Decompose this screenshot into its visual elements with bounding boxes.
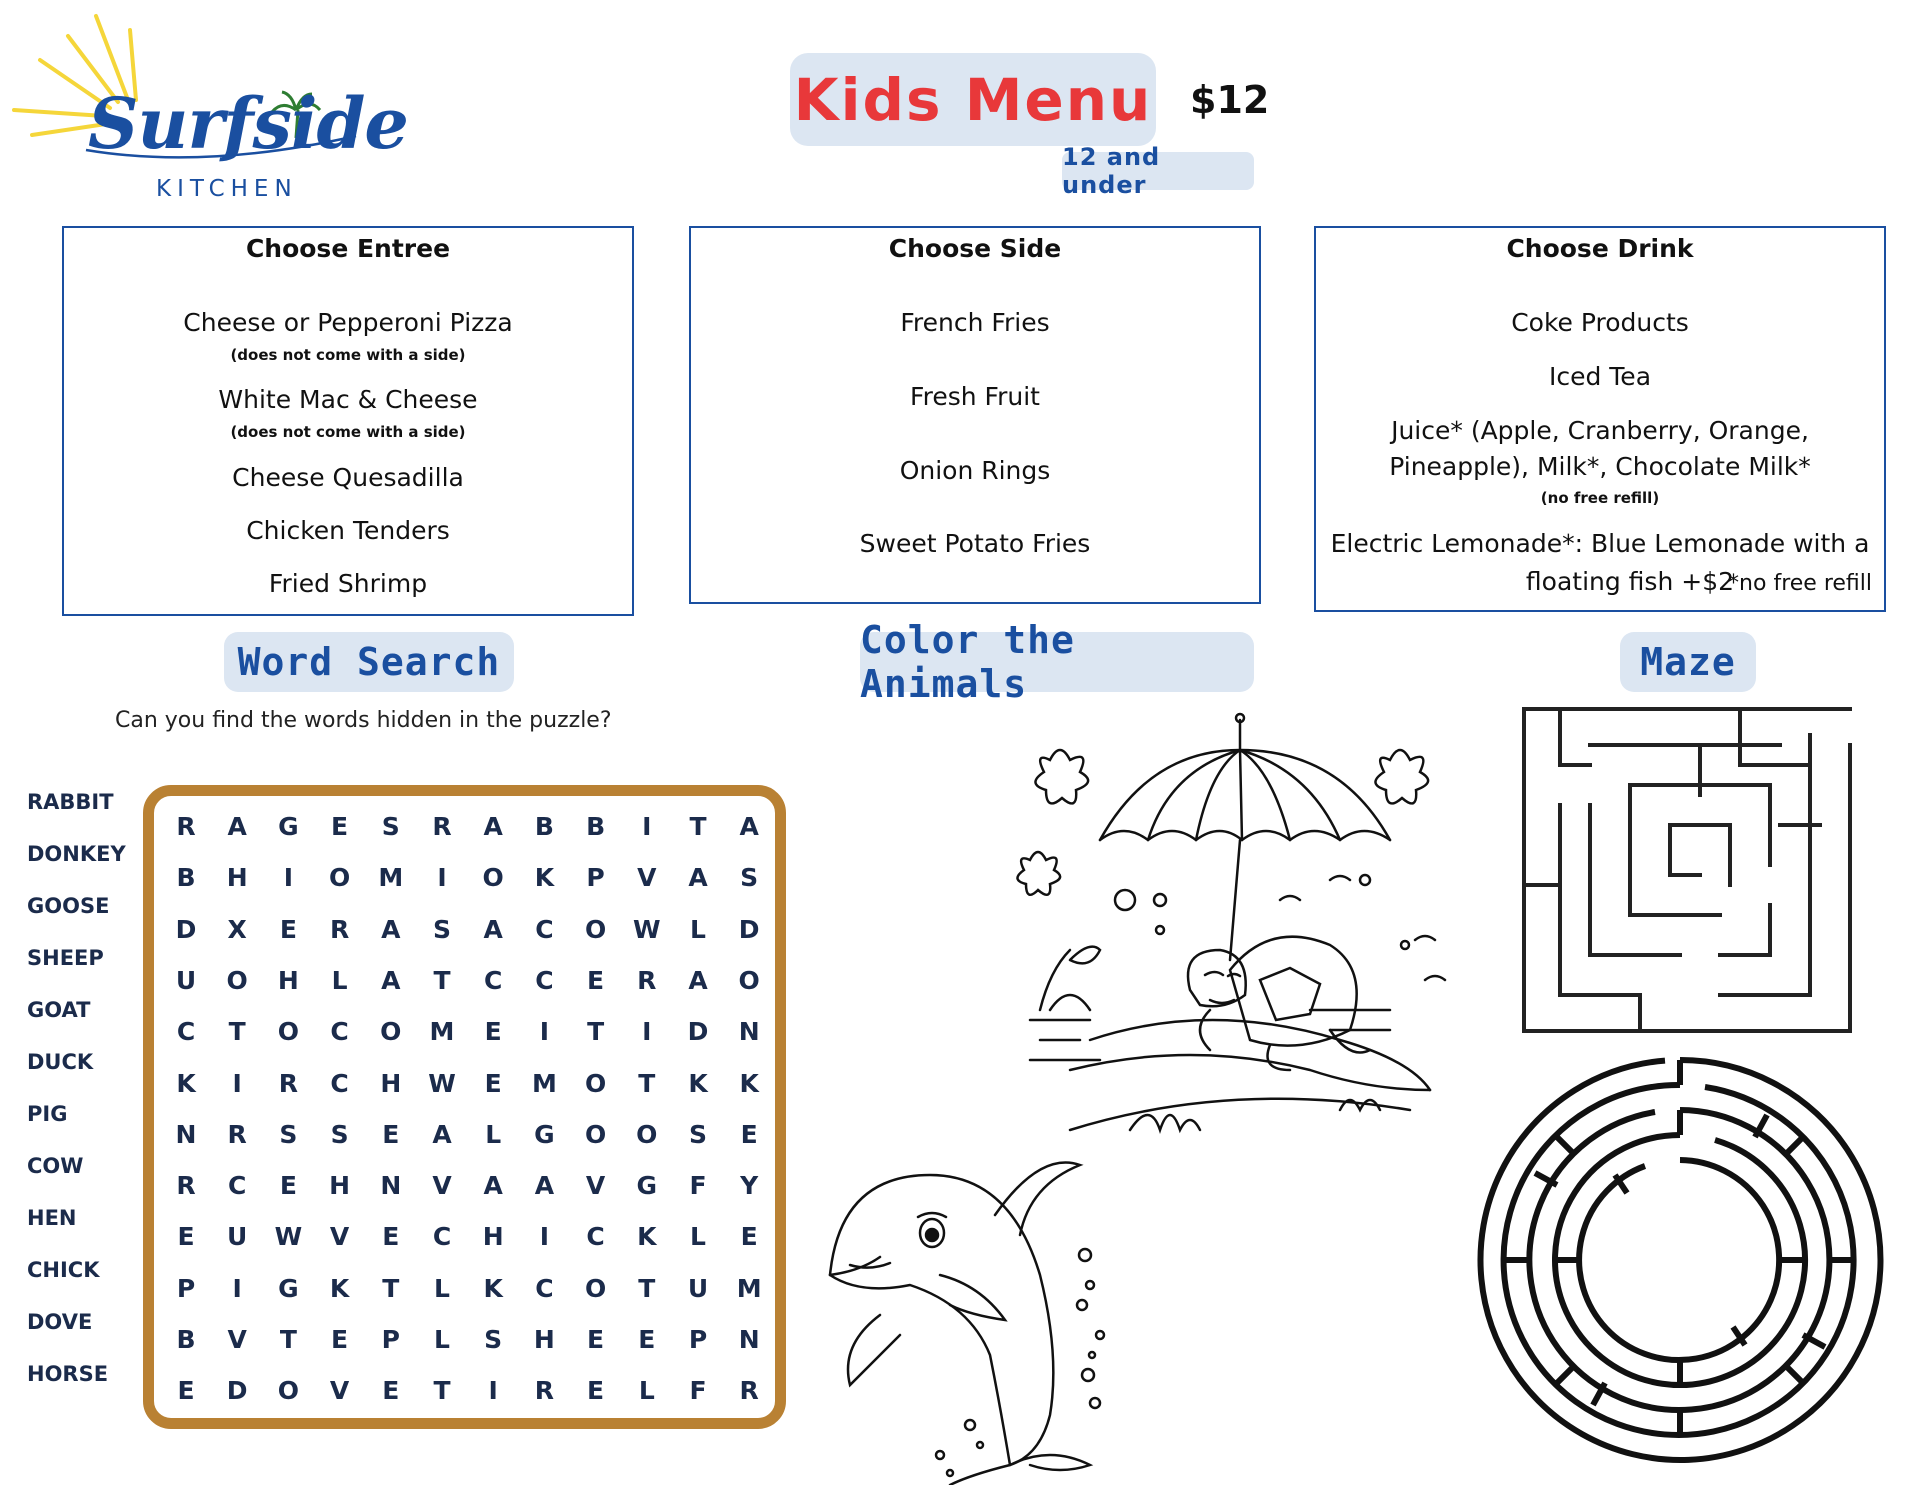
grid-cell[interactable]: H <box>533 1325 555 1354</box>
age-label: 12 and under <box>1062 143 1161 199</box>
grid-cell[interactable]: N <box>175 1119 197 1149</box>
drink-box <box>1314 226 1886 612</box>
grid-cell[interactable]: C <box>330 1068 349 1098</box>
grid-cell[interactable]: K <box>483 1273 503 1303</box>
grid-cell[interactable]: R <box>534 1376 555 1406</box>
grid-cell[interactable]: I <box>642 1017 652 1047</box>
grid-cell[interactable]: S <box>484 1325 503 1354</box>
grid-cell[interactable]: E <box>484 1017 502 1047</box>
age-badge <box>1062 143 1254 199</box>
grid-cell[interactable]: I <box>283 863 294 893</box>
entree-note: (does not come with a side) <box>230 423 466 441</box>
maze-label: Maze <box>1640 640 1736 684</box>
grid-cell[interactable]: H <box>277 965 299 995</box>
grid-cell[interactable]: G <box>278 812 299 841</box>
color-label: Color the Animals <box>860 618 1075 706</box>
grid-cell[interactable]: L <box>638 1376 655 1406</box>
grid-cell[interactable]: K <box>637 1222 657 1252</box>
grid-cell[interactable]: P <box>688 1325 708 1354</box>
grid-cell[interactable]: R <box>739 1376 759 1406</box>
word-list-item: HEN <box>27 1206 77 1230</box>
grid-cell[interactable]: N <box>738 1017 760 1047</box>
grid-cell[interactable]: E <box>638 1325 656 1354</box>
grid-cell[interactable]: U <box>175 965 197 995</box>
word-search-label: Word Search <box>237 640 501 684</box>
grid-cell[interactable]: R <box>227 1119 247 1149</box>
menu-title: Kids Menu <box>793 65 1153 134</box>
grid-cell[interactable]: L <box>434 1273 450 1303</box>
entree-title: Choose Entree <box>245 234 451 263</box>
grid-cell[interactable]: O <box>584 1119 607 1149</box>
grid-cell[interactable]: E <box>484 1068 502 1098</box>
word-search-instructions: Can you find the words hidden in the puzzle? <box>115 708 612 733</box>
grid-cell[interactable]: S <box>688 1119 707 1149</box>
grid-cell[interactable]: G <box>534 1119 555 1149</box>
grid-cell[interactable]: P <box>176 1273 196 1303</box>
drink-refill-note: (no free refill) <box>1540 489 1660 507</box>
grid-cell[interactable]: A <box>381 914 401 944</box>
grid-cell[interactable]: K <box>688 1068 708 1098</box>
grid-cell[interactable]: V <box>637 863 657 893</box>
grid-cell[interactable]: C <box>535 914 554 944</box>
grid-cell[interactable]: A <box>381 965 401 995</box>
grid-cell[interactable]: C <box>228 1171 247 1201</box>
word-search-heading <box>224 632 514 692</box>
side-title: Choose Side <box>888 234 1062 263</box>
grid-cell[interactable]: E <box>279 1171 297 1201</box>
grid-cell[interactable]: G <box>636 1171 658 1201</box>
grid-cell[interactable]: A <box>739 812 759 841</box>
grid-cell[interactable]: E <box>177 1222 195 1252</box>
grid-cell[interactable]: B <box>176 863 196 893</box>
grid-cell[interactable]: A <box>483 914 503 944</box>
drink-item: Iced Tea <box>1548 362 1652 391</box>
grid-cell[interactable]: T <box>638 1068 656 1098</box>
grid-cell[interactable]: R <box>637 965 657 995</box>
side-item: French Fries <box>900 308 1050 337</box>
drink-item: Pineapple), Milk*, Chocolate Milk* <box>1389 452 1811 481</box>
grid-cell[interactable]: R <box>176 812 196 841</box>
logo-wordmark: Surfside <box>88 82 408 165</box>
grid-cell[interactable]: O <box>277 1017 300 1047</box>
grid-cell[interactable]: O <box>636 1119 658 1149</box>
grid-cell[interactable]: O <box>380 1017 402 1047</box>
grid-cell[interactable]: C <box>586 1222 605 1252</box>
grid-cell[interactable]: K <box>176 1068 196 1098</box>
grid-cell[interactable]: X <box>227 914 247 944</box>
grid-cell[interactable]: E <box>177 1376 195 1406</box>
grid-cell[interactable]: E <box>382 1222 400 1252</box>
turtle-drawing <box>1010 710 1480 1140</box>
entree-note: (does not come with a side) <box>230 346 466 364</box>
grid-cell[interactable]: V <box>329 1222 350 1252</box>
word-list-item: GOOSE <box>27 894 110 918</box>
grid-cell[interactable]: M <box>531 1068 557 1098</box>
grid-cell[interactable]: I <box>539 1222 550 1252</box>
grid-cell[interactable]: L <box>331 965 348 995</box>
grid-cell[interactable]: E <box>740 1222 758 1252</box>
grid-cell[interactable]: C <box>432 1222 452 1252</box>
grid-cell[interactable]: P <box>586 863 605 893</box>
grid-cell[interactable]: L <box>690 914 706 944</box>
grid-cell[interactable]: O <box>277 1376 300 1406</box>
grid-cell[interactable]: E <box>587 1325 605 1354</box>
logo-subtitle: KITCHEN <box>156 176 298 202</box>
grid-cell[interactable]: L <box>485 1119 502 1149</box>
drink-star-note: *no free refill <box>1728 571 1872 596</box>
word-search-grid <box>143 785 786 1429</box>
grid-cell[interactable]: O <box>226 965 248 995</box>
grid-cell[interactable]: D <box>687 1017 709 1047</box>
grid-cell[interactable]: R <box>278 1068 299 1098</box>
grid-cell[interactable]: N <box>738 1325 760 1354</box>
grid-cell[interactable]: W <box>633 914 661 944</box>
grid-cell[interactable]: S <box>740 863 759 893</box>
grid-cell[interactable]: W <box>274 1222 303 1252</box>
grid-cell[interactable]: C <box>484 965 503 995</box>
word-list-item: CHICK <box>27 1258 100 1282</box>
grid-cell[interactable]: M <box>736 1273 762 1303</box>
grid-cell[interactable]: O <box>584 914 607 944</box>
grid-cell[interactable]: C <box>330 1017 349 1047</box>
menu-price: $12 <box>1190 78 1270 122</box>
drink-item: floating fish +$2 <box>1525 567 1734 596</box>
grid-cell[interactable]: K <box>534 863 555 893</box>
grid-cell[interactable]: I <box>232 1068 242 1098</box>
entree-item: Chicken Tenders <box>246 516 450 545</box>
word-list-item: COW <box>27 1154 84 1178</box>
grid-cell[interactable]: O <box>738 965 760 995</box>
grid-cell[interactable]: I <box>642 812 652 841</box>
word-list-item: DONKEY <box>27 842 126 866</box>
grid-cell[interactable]: R <box>329 914 350 944</box>
grid-cell[interactable]: E <box>740 1119 758 1149</box>
grid-cell[interactable]: A <box>483 1171 503 1201</box>
grid-cell[interactable]: D <box>175 914 197 944</box>
grid-cell[interactable]: C <box>176 1017 196 1047</box>
square-maze[interactable] <box>1520 705 1860 1035</box>
grid-cell[interactable]: K <box>739 1068 759 1098</box>
grid-cell[interactable]: A <box>483 812 503 841</box>
grid-cell[interactable]: U <box>687 1273 709 1303</box>
grid-cell[interactable]: E <box>587 1376 605 1406</box>
grid-cell[interactable]: U <box>227 1222 248 1252</box>
side-item: Fresh Fruit <box>910 382 1040 411</box>
drink-item: Electric Lemonade*: Blue Lemonade with a <box>1330 529 1870 558</box>
drink-item: Coke Products <box>1511 308 1689 337</box>
grid-cell[interactable]: C <box>535 965 554 995</box>
grid-cell[interactable]: A <box>227 812 247 841</box>
word-list-item: GOAT <box>27 998 91 1022</box>
entree-item: Fried Shrimp <box>268 569 428 598</box>
grid-cell[interactable]: D <box>738 914 760 944</box>
grid-cell[interactable]: R <box>432 812 452 841</box>
grid-cell[interactable]: H <box>380 1068 402 1098</box>
grid-cell[interactable]: A <box>688 863 708 893</box>
grid-cell[interactable]: E <box>331 1325 349 1354</box>
grid-cell[interactable]: L <box>434 1325 450 1354</box>
grid-cell[interactable]: I <box>232 1273 242 1303</box>
grid-cell[interactable]: P <box>381 1325 400 1354</box>
grid-cell[interactable]: F <box>689 1376 707 1406</box>
grid-cell[interactable]: K <box>329 1273 350 1303</box>
grid-cell[interactable]: S <box>279 1119 298 1149</box>
grid-cell[interactable]: F <box>689 1171 707 1201</box>
grid-cell[interactable]: A <box>688 965 708 995</box>
grid-cell[interactable]: B <box>534 812 554 841</box>
grid-cell[interactable]: T <box>689 812 707 841</box>
grid-cell[interactable]: H <box>482 1222 504 1252</box>
grid-cell[interactable]: E <box>382 1119 400 1149</box>
word-list-item: SHEEP <box>27 946 104 970</box>
grid-cell[interactable]: O <box>482 863 504 893</box>
entree-item: Cheese Quesadilla <box>232 463 464 492</box>
drink-title: Choose Drink <box>1506 234 1694 263</box>
grid-cell[interactable]: T <box>279 1325 297 1354</box>
grid-cell[interactable]: I <box>437 863 447 893</box>
grid-cell[interactable]: V <box>432 1171 452 1201</box>
grid-cell[interactable]: M <box>378 863 404 893</box>
entree-box <box>62 226 634 616</box>
grid-cell[interactable]: V <box>585 1171 606 1201</box>
grid-cell[interactable]: S <box>432 914 451 944</box>
word-list-item: HORSE <box>27 1362 109 1386</box>
grid-cell[interactable]: O <box>584 1068 607 1098</box>
menu-title-pill <box>790 53 1156 146</box>
grid-cell[interactable]: E <box>331 812 349 841</box>
grid-cell[interactable]: D <box>226 1376 248 1406</box>
word-list-item: RABBIT <box>27 790 114 814</box>
grid-cell[interactable]: E <box>279 914 297 944</box>
grid-cell[interactable]: W <box>428 1068 456 1098</box>
circular-maze[interactable] <box>1475 1055 1885 1465</box>
grid-cell[interactable]: E <box>587 965 605 995</box>
word-list-item: PIG <box>27 1102 68 1126</box>
grid-cell[interactable]: O <box>584 1273 607 1303</box>
side-box <box>689 226 1261 604</box>
grid-cell[interactable]: T <box>587 1017 605 1047</box>
grid-cell[interactable]: V <box>329 1376 350 1406</box>
grid-cell[interactable]: A <box>432 1119 452 1149</box>
grid-cell[interactable]: M <box>429 1017 455 1047</box>
grid-cell[interactable]: C <box>535 1273 554 1303</box>
color-heading <box>860 618 1254 706</box>
grid-cell[interactable]: T <box>638 1273 656 1303</box>
grid-cell[interactable]: L <box>690 1222 706 1252</box>
side-item: Onion Rings <box>899 456 1051 485</box>
grid-cell[interactable]: I <box>539 1017 550 1047</box>
entree-item: Cheese or Pepperoni Pizza <box>183 308 513 337</box>
grid-cell[interactable]: N <box>380 1171 402 1201</box>
grid-cell[interactable]: B <box>586 812 606 841</box>
word-list-item: DUCK <box>27 1050 94 1074</box>
side-item: Sweet Potato Fries <box>859 529 1091 558</box>
grid-cell[interactable]: O <box>328 863 351 893</box>
entree-item: White Mac & Cheese <box>218 385 478 414</box>
grid-cell[interactable]: G <box>278 1273 299 1303</box>
maze-heading <box>1620 632 1756 692</box>
grid-cell[interactable]: Y <box>740 1171 759 1201</box>
grid-cell[interactable]: I <box>488 1376 498 1406</box>
grid-cell[interactable]: T <box>433 1376 451 1406</box>
word-list-item: DOVE <box>27 1310 93 1334</box>
drink-item: Juice* (Apple, Cranberry, Orange, <box>1391 416 1809 445</box>
grid-cell[interactable]: T <box>382 1273 400 1303</box>
grid-cell[interactable]: S <box>381 812 400 841</box>
grid-cell[interactable]: H <box>329 1171 351 1201</box>
dolphin-drawing <box>820 1155 1150 1485</box>
grid-cell[interactable]: E <box>382 1376 400 1406</box>
grid-cell[interactable]: T <box>228 1017 246 1047</box>
grid-cell[interactable]: R <box>176 1171 196 1201</box>
grid-cell[interactable]: A <box>534 1171 555 1201</box>
grid-cell[interactable]: H <box>226 863 248 893</box>
grid-cell[interactable]: T <box>433 965 451 995</box>
word-list <box>0 0 140 1484</box>
grid-cell[interactable]: V <box>227 1325 247 1354</box>
grid-cell[interactable]: B <box>176 1325 196 1354</box>
grid-cell[interactable]: S <box>330 1119 349 1149</box>
